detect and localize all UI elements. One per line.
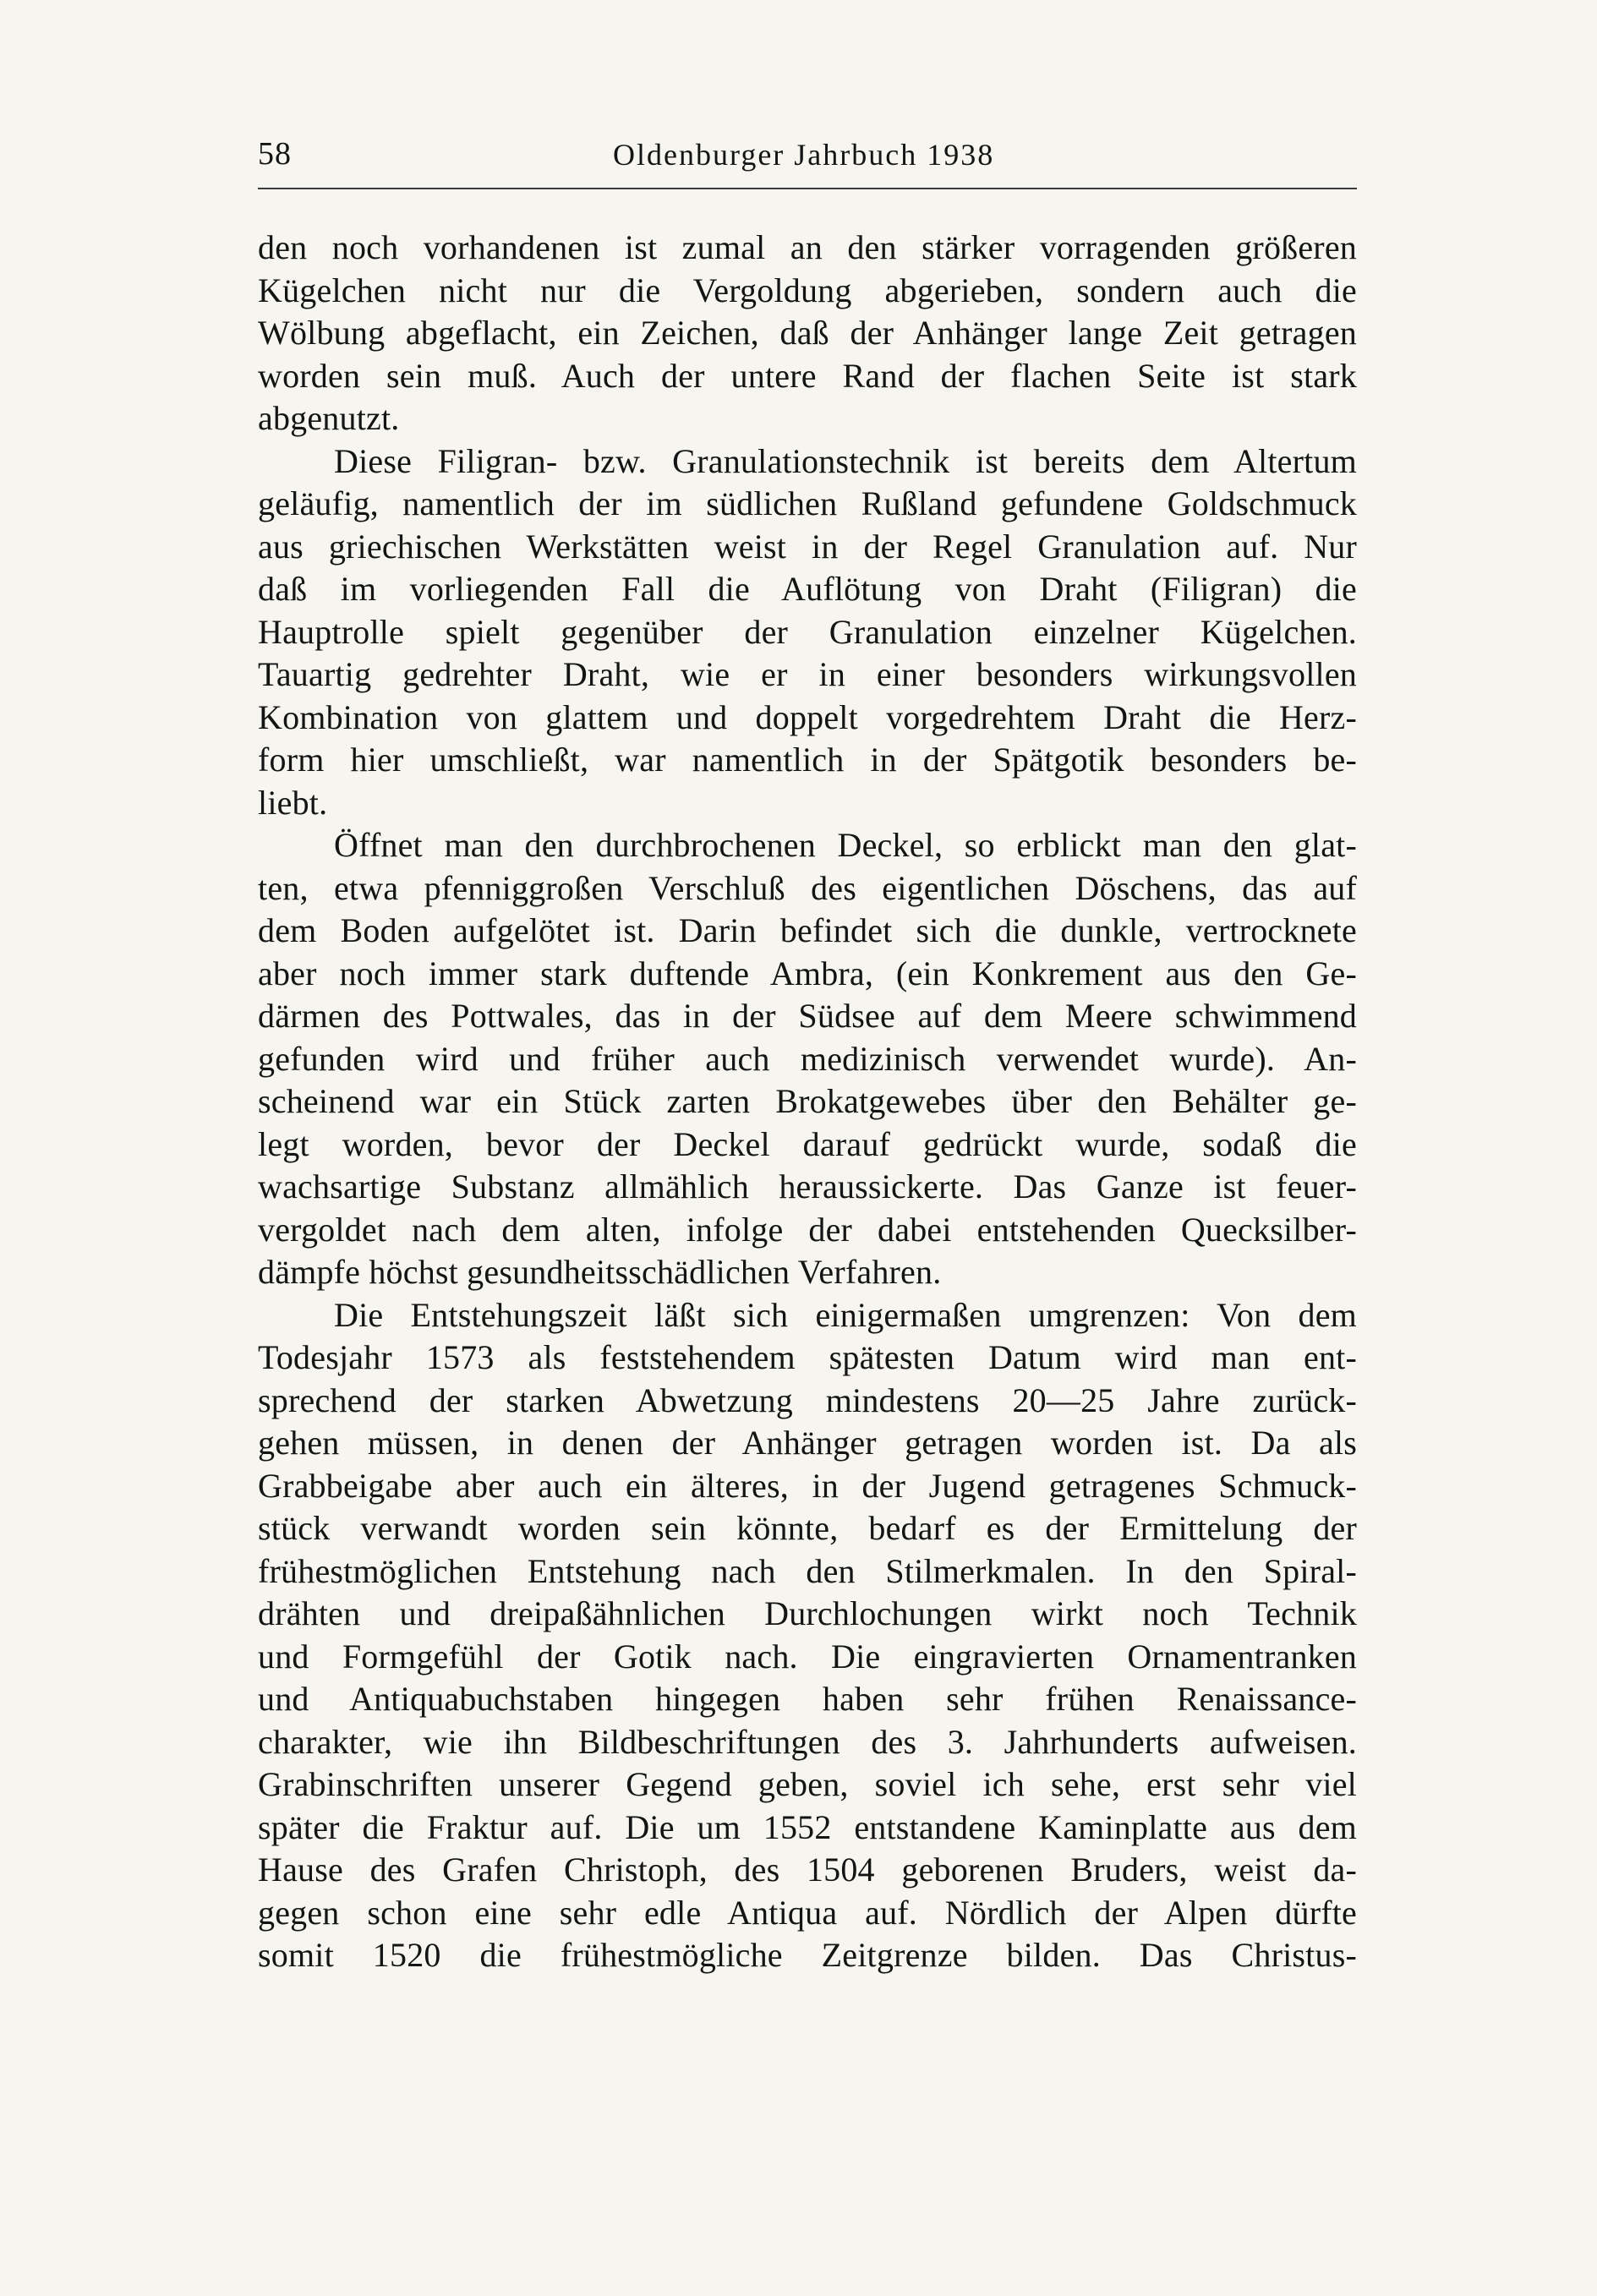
text-line: Todesjahr 1573 als feststehendem spätesten Datum wird man ent- [258, 1338, 1357, 1376]
text-line: und Antiquabuchstaben hingegen haben sehr frühen Renaissance- [258, 1680, 1357, 1718]
text-line: Die Entstehungszeit läßt sich einigermaßen umgrenzen: Von dem [334, 1295, 1357, 1334]
text-line: geläufig, namentlich der im südlichen Rußland gefundene Goldschmuck [258, 484, 1357, 522]
text-line: Wölbung abgeflacht, ein Zeichen, daß der Anhänger lange Zeit getragen [258, 314, 1357, 352]
text-line: daß im vorliegenden Fall die Auflötung von Draht (Filigran) die [258, 570, 1357, 608]
text-line: und Formgefühl der Gotik nach. Die eingravierten Ornamentranken [258, 1637, 1357, 1676]
text-line: somit 1520 die frühestmögliche Zeitgrenze bilden. Das Christus- [258, 1936, 1357, 1974]
text-line: aber noch immer stark duftende Ambra, (ein Konkrement aus den Ge- [258, 954, 1357, 992]
text-line: därmen des Pottwales, das in der Südsee auf dem Meere schwimmend [258, 997, 1357, 1035]
page-number: 58 [258, 136, 292, 172]
text-line: sprechend der starken Abwetzung mindestens 20—25 Jahre zurück- [258, 1380, 1357, 1419]
text-line: ten, etwa pfenniggroßen Verschluß des eigentlichen Döschens, das auf [258, 868, 1357, 907]
text-line: aus griechischen Werkstätten weist in der Regel Granulation auf. Nur [258, 527, 1357, 566]
text-line: Tauartig gedrehter Draht, wie er in einer besonders wirkungsvollen [258, 655, 1357, 693]
body-text [258, 227, 1357, 1977]
text-line: Hauptrolle spielt gegenüber der Granulation einzelner Kügelchen. [258, 612, 1357, 651]
text-line: charakter, wie ihn Bildbeschriftungen des 3. Jahrhunderts aufweisen. [258, 1722, 1357, 1761]
text-line: gegen schon eine sehr edle Antiqua auf. Nördlich der Alpen dürfte [258, 1893, 1357, 1932]
text-line: vergoldet nach dem alten, infolge der dabei entstehenden Quecksilber- [258, 1210, 1357, 1249]
text-line: dem Boden aufgelötet ist. Darin befindet sich die dunkle, vertrocknete [258, 911, 1357, 949]
text-line: später die Fraktur auf. Die um 1552 entstandene Kaminplatte aus dem [258, 1807, 1357, 1846]
text-line: wachsartige Substanz allmählich heraussickerte. Das Ganze ist feuer- [258, 1167, 1357, 1205]
text-line: dämpfe höchst gesundheitsschädlichen Verfahren. [258, 1253, 942, 1291]
text-line: den noch vorhandenen ist zumal an den stärker vorragenden größeren [258, 228, 1357, 266]
text-line: scheinend war ein Stück zarten Brokatgewebes über den Behälter ge- [258, 1082, 1357, 1120]
running-title: Oldenburger Jahrbuch 1938 [613, 138, 995, 172]
text-line: gehen müssen, in denen der Anhänger getragen worden ist. Da als [258, 1424, 1357, 1462]
text-line: form hier umschließt, war namentlich in der Spätgotik besonders be- [258, 741, 1357, 779]
text-line: Kombination von glattem und doppelt vorgedrehtem Draht die Herz- [258, 697, 1357, 736]
text-line: Grabbeigabe aber auch ein älteres, in der Jugend getragenes Schmuck- [258, 1466, 1357, 1505]
text-line: legt worden, bevor der Deckel darauf gedrückt wurde, sodaß die [258, 1124, 1357, 1163]
text-line: drähten und dreipaßähnlichen Durchlochungen wirkt noch Technik [258, 1594, 1357, 1632]
text-line: frühestmöglichen Entstehung nach den Stilmerkmalen. In den Spiral- [258, 1551, 1357, 1590]
header-rule [258, 188, 1357, 189]
text-line: liebt. [258, 783, 328, 822]
text-line: abgenutzt. [258, 399, 400, 437]
text-line: worden sein muß. Auch der untere Rand der flachen Seite ist stark [258, 356, 1357, 395]
page-header [258, 135, 1357, 186]
text-line: stück verwandt worden sein könnte, bedarf es der Ermittelung der [258, 1509, 1357, 1547]
text-line: Diese Filigran- bzw. Granulationstechnik ist bereits dem Altertum [334, 441, 1357, 480]
text-line: Kügelchen nicht nur die Vergoldung abgerieben, sondern auch die [258, 271, 1357, 309]
text-line: gefunden wird und früher auch medizinisch verwendet wurde). An- [258, 1039, 1357, 1078]
text-line: Grabinschriften unserer Gegend geben, soviel ich sehe, erst sehr viel [258, 1765, 1357, 1803]
text-line: Öffnet man den durchbrochenen Deckel, so erblickt man den glat- [334, 826, 1357, 864]
text-line: Hause des Grafen Christoph, des 1504 geborenen Bruders, weist da- [258, 1850, 1357, 1889]
